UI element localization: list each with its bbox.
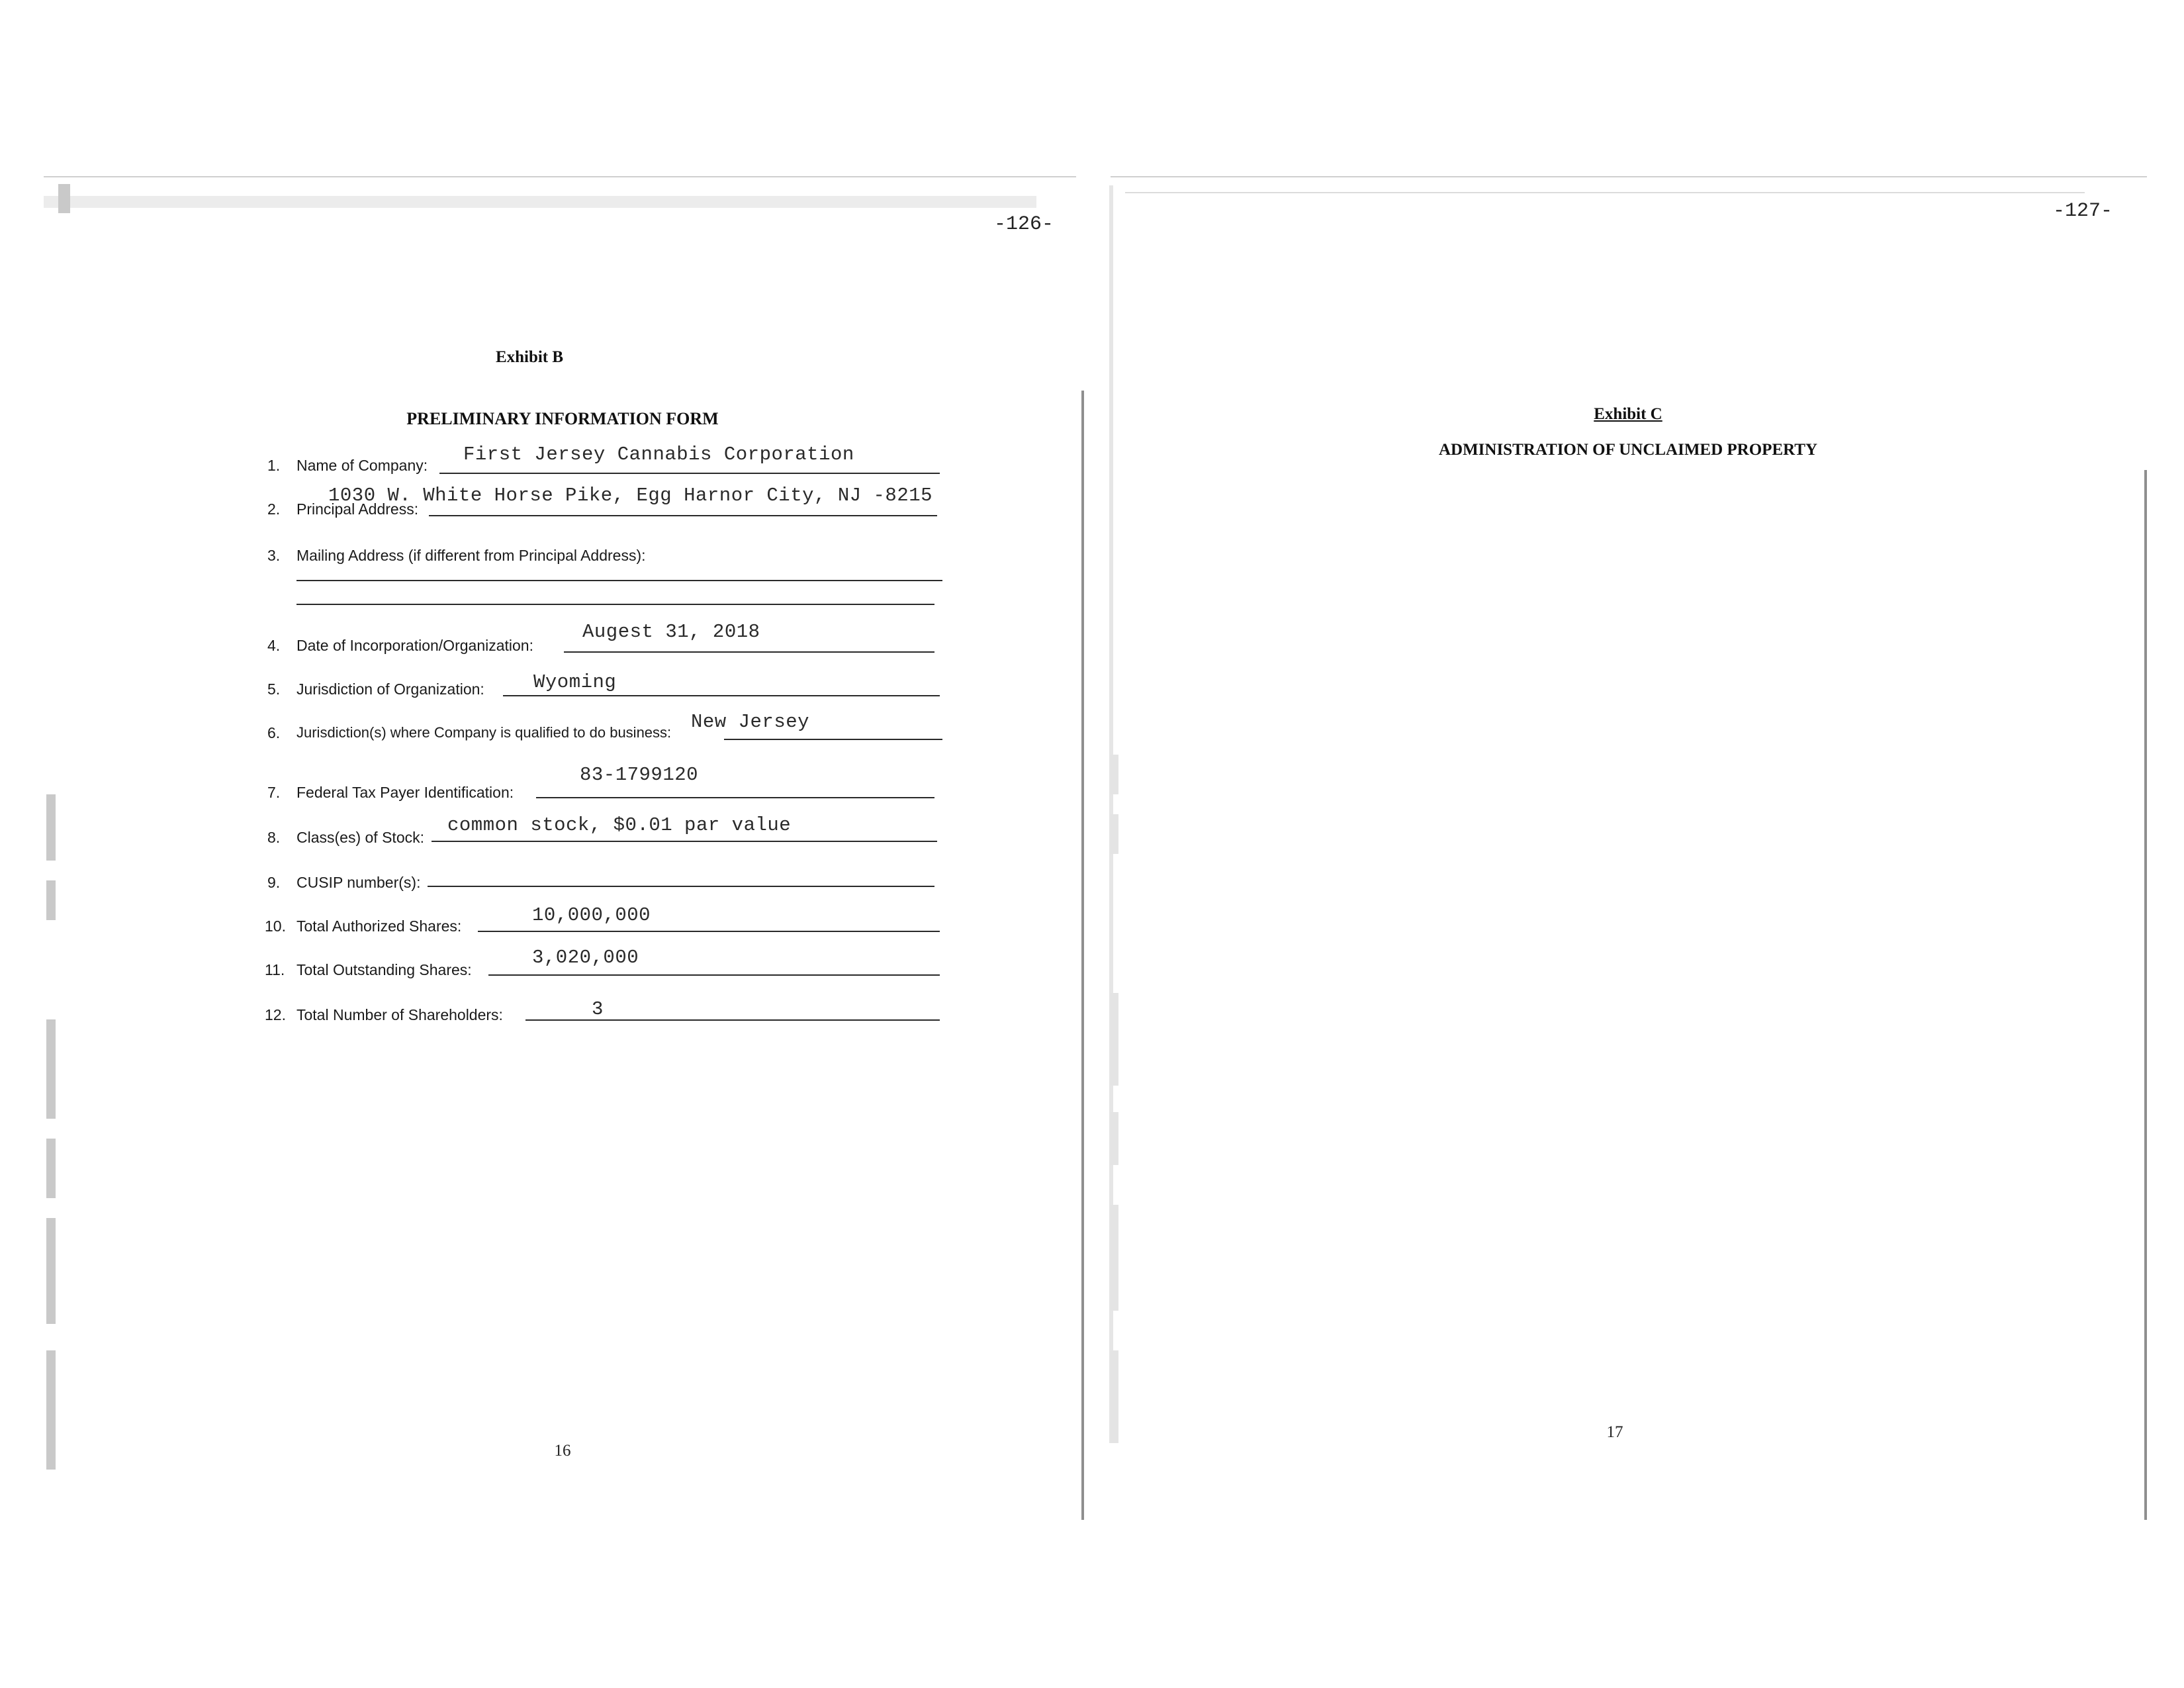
scan-artifact (1111, 1205, 1118, 1311)
field-line (564, 651, 934, 653)
left-page-right-edge (1081, 391, 1084, 1520)
scan-page-number: -126- (994, 213, 1054, 236)
scan-artifact (46, 1218, 56, 1324)
field-line (503, 695, 940, 696)
scan-artifact (1111, 1112, 1118, 1165)
field-number: 10. (265, 917, 286, 935)
field-line (724, 739, 942, 740)
scan-artifact (1111, 1350, 1118, 1443)
field-value-principal-address: 1030 W. White Horse Pike, Egg Harnor City, NJ -8215 (328, 485, 933, 506)
scan-artifact (46, 1350, 56, 1470)
scan-artifact (46, 880, 56, 920)
scan-artifact (1111, 814, 1118, 854)
field-line (428, 886, 934, 887)
field-label-mailing-address: Mailing Address (if different from Principal Address): (296, 547, 646, 564)
left-page-scan-mark (58, 184, 70, 213)
footer-page-number: 16 (554, 1442, 571, 1460)
left-page (44, 176, 1084, 1520)
scan-page-number: -127- (2053, 200, 2113, 222)
scan-artifact (1111, 755, 1118, 794)
field-value-total-outstanding-shares: 3,020,000 (532, 947, 639, 968)
field-line (488, 974, 940, 976)
field-label-classes-of-stock: Class(es) of Stock: (296, 829, 424, 846)
field-label-total-authorized-shares: Total Authorized Shares: (296, 917, 462, 935)
field-line (296, 604, 934, 605)
right-page-top-edge (1111, 176, 2147, 177)
scan-artifact (1111, 993, 1118, 1086)
footer-page-number: 17 (1606, 1423, 1623, 1441)
field-line (525, 1019, 940, 1021)
field-value-total-shareholders: 3 (592, 998, 604, 1020)
field-value-company-name: First Jersey Cannabis Corporation (463, 444, 854, 465)
field-number: 12. (265, 1006, 286, 1023)
field-label-qualified-jurisdictions: Jurisdiction(s) where Company is qualified to do business: (296, 724, 672, 741)
field-line (439, 473, 940, 474)
field-line (432, 841, 937, 842)
field-number: 1. (267, 457, 281, 474)
field-label-total-shareholders: Total Number of Shareholders: (296, 1006, 503, 1023)
field-number: 6. (267, 724, 281, 741)
field-number: 2. (267, 500, 281, 518)
field-value-federal-tax-id: 83-1799120 (580, 764, 699, 786)
field-number: 3. (267, 547, 281, 564)
field-value-jurisdiction-of-organization: Wyoming (533, 671, 617, 693)
field-number: 9. (267, 874, 281, 891)
right-page-right-edge (2144, 470, 2147, 1520)
field-line (429, 515, 937, 516)
field-line (296, 580, 942, 581)
left-page-top-edge (44, 176, 1076, 177)
field-label-total-outstanding-shares: Total Outstanding Shares: (296, 961, 472, 978)
field-label-date-of-incorporation: Date of Incorporation/Organization: (296, 637, 533, 654)
right-page (1101, 176, 2147, 1520)
field-value-total-authorized-shares: 10,000,000 (532, 904, 651, 926)
exhibit-title: ADMINISTRATION OF UNCLAIMED PROPERTY (1438, 441, 1818, 459)
scan-artifact (46, 1139, 56, 1198)
field-number: 11. (265, 961, 285, 978)
field-line (536, 797, 934, 798)
scan-artifact (46, 794, 56, 861)
form-title: PRELIMINARY INFORMATION FORM (406, 409, 719, 428)
field-line (478, 931, 940, 932)
field-label-cusip: CUSIP number(s): (296, 874, 421, 891)
exhibit-label: Exhibit B (495, 348, 564, 366)
field-number: 5. (267, 680, 281, 698)
field-value-classes-of-stock: common stock, $0.01 par value (447, 814, 792, 836)
field-label-federal-tax-id: Federal Tax Payer Identification: (296, 784, 514, 801)
field-number: 8. (267, 829, 281, 846)
field-number: 4. (267, 637, 281, 654)
right-page-inner-edge (1125, 192, 2085, 193)
field-label-company-name: Name of Company: (296, 457, 428, 474)
exhibit-label: Exhibit C (1594, 405, 1662, 423)
field-value-date-of-incorporation: Augest 31, 2018 (582, 621, 760, 643)
field-value-qualified-jurisdictions: New Jersey (691, 711, 810, 733)
field-label-principal-address: Principal Address: (296, 500, 419, 518)
left-page-scan-band (44, 196, 1036, 208)
scan-artifact (46, 1019, 56, 1119)
field-label-jurisdiction-of-organization: Jurisdiction of Organization: (296, 680, 484, 698)
field-number: 7. (267, 784, 281, 801)
